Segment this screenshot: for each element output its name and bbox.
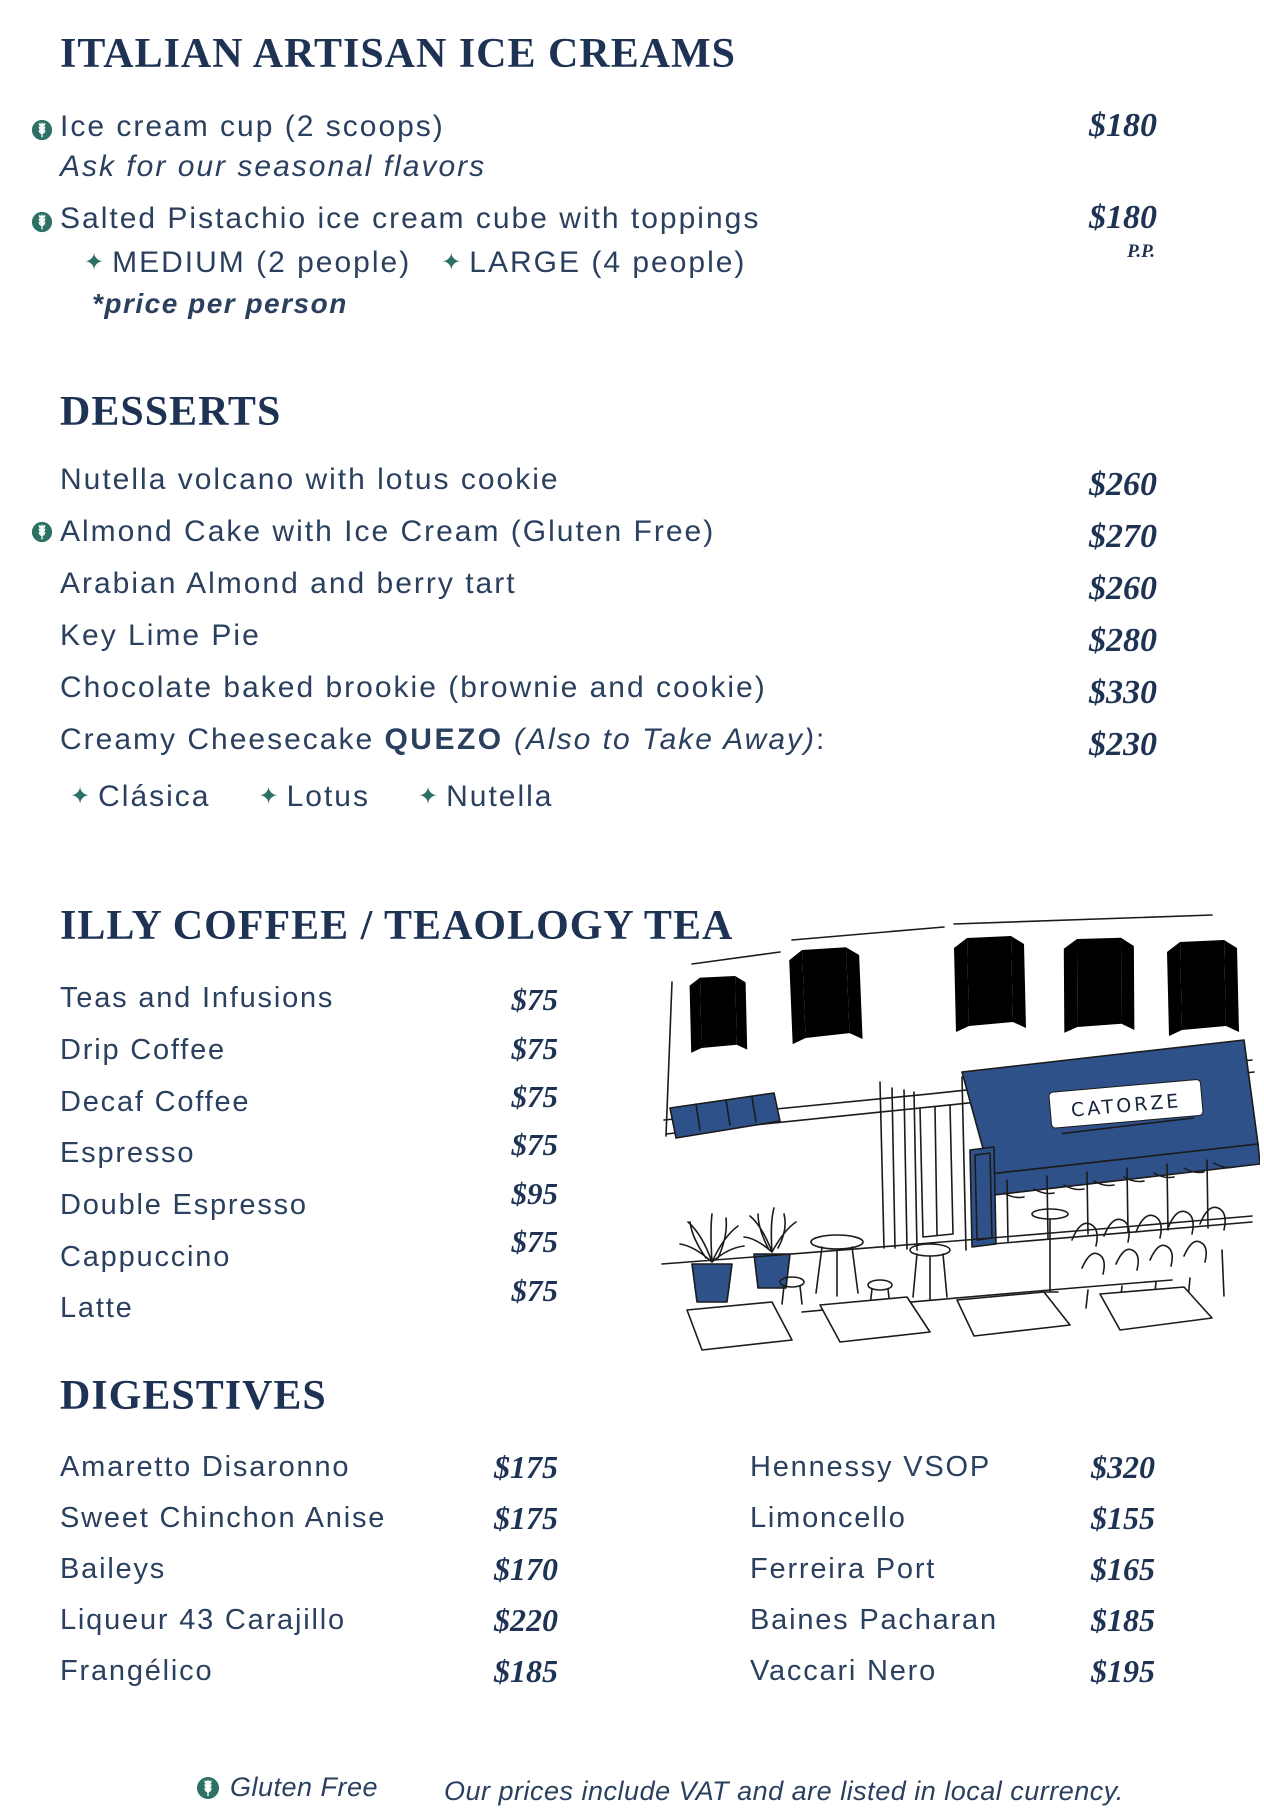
menu-item: Cappuccino: [60, 1240, 232, 1273]
item-price: $75: [511, 982, 558, 1018]
item-price: $75: [511, 1078, 558, 1114]
item-price: $95: [511, 1175, 558, 1211]
menu-item: Amaretto Disaronno: [60, 1451, 351, 1483]
coffee-list: [60, 973, 334, 1335]
item-price: $280: [1089, 622, 1157, 659]
menu-item: Nutella volcano with lotus cookie: [60, 463, 560, 496]
option-large: ✦ LARGE (4 people): [441, 246, 747, 279]
item-price: $165: [1091, 1551, 1155, 1587]
diamond-icon: ✦: [441, 248, 464, 276]
diamond-icon: ✦: [84, 248, 107, 276]
menu-row: [60, 1646, 558, 1697]
flavor-option: ✦ Nutella: [417, 780, 554, 813]
menu-item: Arabian Almond and berry tart: [60, 567, 517, 600]
item-price: $195: [1091, 1653, 1155, 1689]
menu-item: Espresso: [60, 1137, 196, 1170]
coffee-prices: [430, 976, 558, 1315]
item-price: $75: [511, 1272, 558, 1308]
item-price: $180: [1089, 107, 1157, 144]
item-price: $260: [1089, 570, 1157, 607]
section-title-ice-creams: ITALIAN ARTISAN ICE CREAMS: [60, 31, 737, 77]
menu-item: Latte: [60, 1292, 134, 1325]
menu-item: Sweet Chinchon Anise: [60, 1502, 387, 1534]
gluten-free-icon: [196, 1776, 220, 1800]
gluten-free-label: Gluten Free: [230, 1772, 379, 1802]
menu-item: Vaccari Nero: [750, 1655, 938, 1687]
menu-item: Baileys: [60, 1553, 167, 1585]
item-price: $75: [511, 1030, 558, 1066]
menu-item: Salted Pistachio ice cream cube with toppings: [60, 202, 761, 235]
menu-row: [750, 1595, 1155, 1646]
menu-item: Double Espresso: [60, 1189, 308, 1222]
menu-row: [750, 1493, 1155, 1544]
cheesecake-flavors: [70, 780, 553, 814]
item-price: $230: [1089, 726, 1157, 763]
gluten-free-icon: [31, 211, 53, 233]
menu-item: Limoncello: [750, 1502, 907, 1534]
menu-row: [60, 1544, 558, 1595]
option-medium: ✦ MEDIUM (2 people): [84, 246, 412, 279]
menu-row: [750, 1544, 1155, 1595]
section-title-digestives: DIGESTIVES: [60, 1373, 327, 1419]
item-price: $170: [494, 1551, 558, 1587]
menu-row: [60, 610, 1204, 662]
menu-item: Teas and Infusions: [60, 982, 335, 1015]
menu-row: [750, 1646, 1155, 1697]
section-title-desserts: DESSERTS: [60, 389, 282, 435]
menu-item: Chocolate baked brookie (brownie and cookie): [60, 671, 767, 704]
menu-item: Liqueur 43 Carajillo: [60, 1604, 346, 1636]
section-title-coffee: ILLY COFFEE / TEAOLOGY TEA: [60, 903, 734, 949]
digestives-right-column: [750, 1442, 1155, 1697]
item-note: Ask for our seasonal flavors: [60, 150, 487, 183]
awning-sign-text: CATORZE: [1070, 1090, 1183, 1122]
item-price: $75: [511, 1224, 558, 1260]
menu-item: Key Lime Pie: [60, 619, 261, 652]
diamond-icon: ✦: [70, 782, 93, 810]
menu-item: Creamy Cheesecake QUEZO (Also to Take Away):: [60, 723, 827, 756]
item-price: $175: [494, 1500, 558, 1536]
size-options: [84, 246, 746, 280]
gluten-free-icon: [31, 521, 53, 543]
item-price: $180: [1089, 199, 1157, 236]
item-price: $75: [511, 1127, 558, 1163]
gluten-free-icon: [31, 119, 53, 141]
vat-note: Our prices include VAT and are listed in local currency.: [444, 1776, 1124, 1806]
item-price: $330: [1089, 674, 1157, 711]
price-suffix: P.P.: [1127, 241, 1155, 262]
menu-row: [60, 714, 1204, 766]
menu-item: Decaf Coffee: [60, 1085, 251, 1118]
menu-item: Ice cream cup (2 scoops): [60, 110, 445, 143]
menu-row: [60, 1595, 558, 1646]
desserts-list: [60, 454, 1204, 766]
diamond-icon: ✦: [417, 782, 441, 810]
flavor-option: ✦ Clásica: [70, 780, 211, 813]
menu-row: [60, 1442, 558, 1493]
menu-item: Baines Pacharan: [750, 1604, 998, 1636]
item-price: $155: [1091, 1500, 1155, 1536]
menu-row: [60, 1493, 558, 1544]
menu-row: [750, 1442, 1155, 1493]
digestives-left-column: [60, 1442, 558, 1697]
item-price: $220: [494, 1602, 558, 1638]
menu-row: [60, 662, 1204, 714]
item-price: $320: [1091, 1449, 1155, 1485]
gluten-free-legend: [196, 1772, 378, 1803]
item-price: $185: [494, 1653, 558, 1689]
item-price: $270: [1089, 518, 1157, 555]
menu-item: Hennessy VSOP: [750, 1451, 991, 1483]
cafe-illustration: [652, 912, 1260, 1356]
menu-item: Drip Coffee: [60, 1034, 226, 1067]
menu-row: [60, 454, 1204, 506]
item-price: $175: [494, 1449, 558, 1485]
item-price: $185: [1091, 1602, 1155, 1638]
flavor-option: ✦ Lotus: [258, 780, 370, 813]
price-footnote: *price per person: [92, 288, 348, 319]
menu-row: [60, 558, 1204, 610]
menu-item: Frangélico: [60, 1655, 214, 1687]
item-price: $260: [1089, 466, 1157, 503]
diamond-icon: ✦: [258, 782, 281, 810]
menu-row: [60, 506, 1204, 558]
menu-item: Almond Cake with Ice Cream (Gluten Free): [60, 515, 716, 548]
menu-item: Ferreira Port: [750, 1553, 937, 1585]
